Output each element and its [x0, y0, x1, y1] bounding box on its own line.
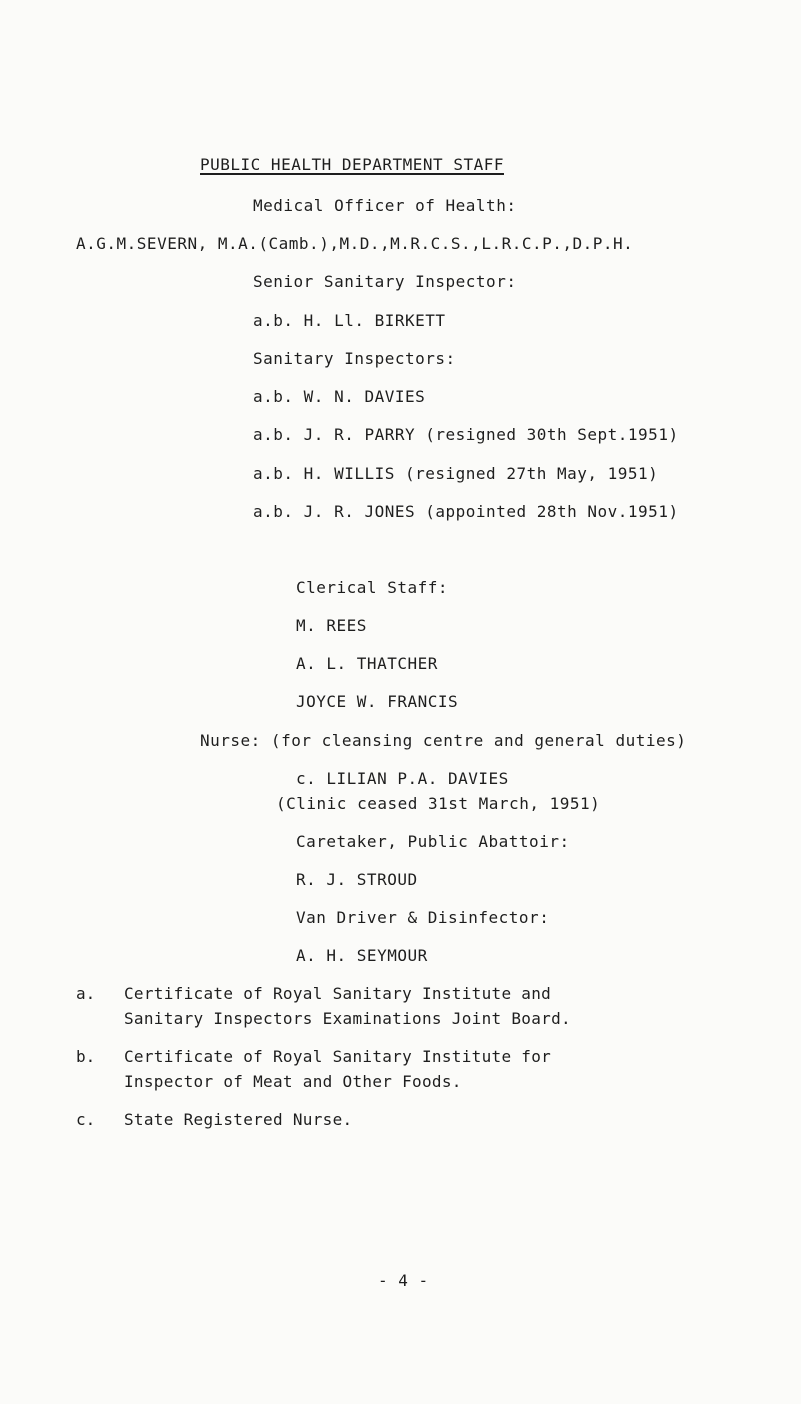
- senior-inspector-name: a.b. H. Ll. BIRKETT: [253, 311, 446, 330]
- nurse-name: c. LILIAN P.A. DAVIES: [296, 769, 509, 788]
- inspector-name: a.b. W. N. DAVIES: [253, 387, 426, 406]
- inspector-name: a.b. J. R. JONES (appointed 28th Nov.1951): [253, 502, 679, 521]
- clerical-heading: Clerical Staff:: [296, 578, 448, 597]
- inspectors-heading: Sanitary Inspectors:: [253, 349, 456, 368]
- footnote-text: Sanitary Inspectors Examinations Joint Board.: [124, 1009, 571, 1028]
- page-title: PUBLIC HEALTH DEPARTMENT STAFF: [200, 155, 504, 174]
- nurse-heading: Nurse: (for cleansing centre and general duties): [200, 731, 687, 750]
- moh-heading: Medical Officer of Health:: [253, 196, 517, 215]
- nurse-note: (Clinic ceased 31st March, 1951): [276, 794, 601, 813]
- footnote-text: Inspector of Meat and Other Foods.: [124, 1072, 462, 1091]
- clerical-name: M. REES: [296, 616, 367, 635]
- inspector-name: a.b. H. WILLIS (resigned 27th May, 1951): [253, 464, 659, 483]
- caretaker-heading: Caretaker, Public Abattoir:: [296, 832, 570, 851]
- van-driver-name: A. H. SEYMOUR: [296, 946, 428, 965]
- inspector-name: a.b. J. R. PARRY (resigned 30th Sept.1951): [253, 425, 679, 444]
- footnote-text: State Registered Nurse.: [124, 1110, 353, 1129]
- clerical-name: JOYCE W. FRANCIS: [296, 692, 459, 711]
- caretaker-name: R. J. STROUD: [296, 870, 418, 889]
- footnote-letter: b.: [76, 1047, 96, 1066]
- van-driver-heading: Van Driver & Disinfector:: [296, 908, 550, 927]
- footnote-letter: a.: [76, 984, 96, 1003]
- clerical-name: A. L. THATCHER: [296, 654, 438, 673]
- moh-name: A.G.M.SEVERN, M.A.(Camb.),M.D.,M.R.C.S.,L.R.C.P.,D.P.H.: [76, 234, 634, 253]
- page-number: - 4 -: [378, 1271, 429, 1290]
- senior-inspector-heading: Senior Sanitary Inspector:: [253, 272, 517, 291]
- footnote-text: Certificate of Royal Sanitary Institute for: [124, 1047, 552, 1066]
- footnote-letter: c.: [76, 1110, 96, 1129]
- footnote-text: Certificate of Royal Sanitary Institute and: [124, 984, 552, 1003]
